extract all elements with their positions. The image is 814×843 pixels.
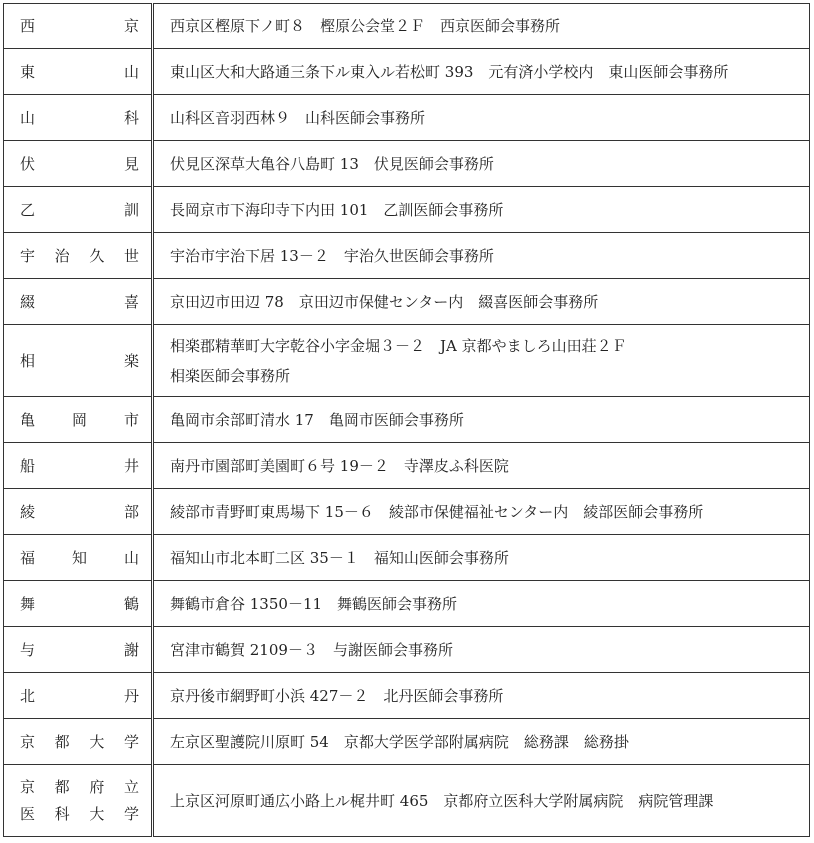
association-name (20, 405, 139, 435)
association-name-cell (4, 279, 153, 325)
association-name-line: 北 丹 (20, 686, 139, 705)
association-name-cell (4, 627, 153, 673)
address-line: 相楽医師会事務所 (170, 366, 291, 385)
association-name-cell (4, 233, 153, 279)
association-name-line: 船 井 (20, 456, 139, 475)
association-name-line: 山 科 (20, 108, 139, 127)
association-name (20, 497, 139, 527)
address-cell (153, 581, 810, 627)
association-name-cell (4, 141, 153, 187)
association-name-line: 与 謝 (20, 640, 139, 659)
association-name-line: 舞 鶴 (20, 594, 139, 613)
address-line: 左京区聖護院川原町 54 京都大学医学部附属病院 総務課 総務掛 (170, 732, 629, 751)
address-cell (153, 765, 810, 837)
table-row (4, 765, 810, 837)
address-cell (153, 673, 810, 719)
address-cell (153, 4, 810, 49)
table-row (4, 673, 810, 719)
association-name (20, 727, 139, 757)
association-name (20, 57, 139, 87)
association-name-line: 東 山 (20, 62, 139, 81)
association-name (20, 287, 139, 317)
table-row (4, 4, 810, 49)
address-cell (153, 535, 810, 581)
association-name-line: 綴 喜 (20, 292, 139, 311)
table-row (4, 325, 810, 397)
table-row (4, 141, 810, 187)
address-line: 綾部市青野町東馬場下 15－６ 綾部市保健福祉センター内 綾部医師会事務所 (170, 502, 704, 521)
association-name-cell (4, 535, 153, 581)
association-name (20, 543, 139, 573)
table-row (4, 233, 810, 279)
table-row (4, 719, 810, 765)
address-line: 伏見区深草大亀谷八島町 13 伏見医師会事務所 (170, 154, 494, 173)
address-cell (153, 95, 810, 141)
association-name-cell (4, 49, 153, 95)
association-name-cell (4, 95, 153, 141)
association-name-line: 亀 岡 市 (20, 410, 139, 429)
address-cell (153, 627, 810, 673)
association-name (20, 241, 139, 271)
association-name-cell (4, 4, 153, 49)
association-name-cell (4, 765, 153, 837)
association-name (20, 681, 139, 711)
association-name (20, 149, 139, 179)
association-name (20, 589, 139, 619)
table-row (4, 627, 810, 673)
table-body (4, 4, 810, 837)
association-name-cell (4, 489, 153, 535)
address-cell (153, 49, 810, 95)
address-cell (153, 279, 810, 325)
association-name-cell (4, 673, 153, 719)
association-name (20, 11, 139, 41)
association-name-line: 福 知 山 (20, 548, 139, 567)
table-row (4, 535, 810, 581)
address-line: 舞鶴市倉谷 1350－11 舞鶴医師会事務所 (170, 594, 458, 613)
association-name-line: 宇 治 久 世 (20, 246, 139, 265)
association-name-line: 伏 見 (20, 154, 139, 173)
association-name (20, 451, 139, 481)
association-name-cell (4, 325, 153, 397)
association-name-cell (4, 443, 153, 489)
address-line: 福知山市北本町二区 35－１ 福知山医師会事務所 (170, 548, 509, 567)
address-line: 長岡京市下海印寺下内田 101 乙訓医師会事務所 (170, 200, 504, 219)
association-name-line: 京 都 大 学 (20, 732, 139, 751)
association-name (20, 635, 139, 665)
association-name-line: 相 楽 (20, 351, 139, 370)
association-name-cell (4, 581, 153, 627)
table-row (4, 49, 810, 95)
association-table-container (3, 3, 810, 837)
association-name-cell (4, 187, 153, 233)
address-cell (153, 719, 810, 765)
association-name (20, 103, 139, 133)
address-cell (153, 141, 810, 187)
association-name-line: 京 都 府 立 (20, 777, 139, 796)
address-line: 南丹市園部町美園町６号 19－２ 寺澤皮ふ科医院 (170, 456, 509, 475)
association-name (20, 195, 139, 225)
address-cell (153, 325, 810, 397)
table-row (4, 397, 810, 443)
table-row (4, 95, 810, 141)
table-row (4, 279, 810, 325)
address-line: 宮津市鶴賀 2109－３ 与謝医師会事務所 (170, 640, 453, 659)
table-row (4, 443, 810, 489)
address-line: 亀岡市余部町清水 17 亀岡市医師会事務所 (170, 410, 464, 429)
association-name-cell (4, 719, 153, 765)
table-row (4, 489, 810, 535)
table-row (4, 187, 810, 233)
address-line: 京丹後市網野町小浜 427－２ 北丹医師会事務所 (170, 686, 504, 705)
table-row (4, 581, 810, 627)
association-address-table (3, 3, 810, 837)
association-name-line: 西 京 (20, 17, 139, 35)
address-cell (153, 489, 810, 535)
address-line: 相楽郡精華町大字乾谷小字金堀３－２ JA 京都やましろ山田荘２Ｆ (170, 336, 627, 355)
association-name (20, 774, 139, 828)
association-name (20, 346, 139, 376)
address-line: 上京区河原町通広小路上ル梶井町 465 京都府立医科大学附属病院 病院管理課 (170, 791, 714, 810)
address-line: 西京区樫原下ノ町８ 樫原公会堂２Ｆ 西京医師会事務所 (170, 17, 561, 35)
address-line: 京田辺市田辺 78 京田辺市保健センター内 綴喜医師会事務所 (170, 292, 599, 311)
association-name-cell (4, 397, 153, 443)
address-cell (153, 233, 810, 279)
association-name-line: 医 科 大 学 (20, 804, 139, 823)
address-cell (153, 397, 810, 443)
address-line: 東山区大和大路通三条下ル東入ル若松町 393 元有済小学校内 東山医師会事務所 (170, 62, 729, 81)
address-line: 宇治市宇治下居 13－２ 宇治久世医師会事務所 (170, 246, 494, 265)
address-cell (153, 187, 810, 233)
association-name-line: 綾 部 (20, 502, 139, 521)
association-name-line: 乙 訓 (20, 200, 139, 219)
address-cell (153, 443, 810, 489)
address-line: 山科区音羽西林９ 山科医師会事務所 (170, 108, 426, 127)
